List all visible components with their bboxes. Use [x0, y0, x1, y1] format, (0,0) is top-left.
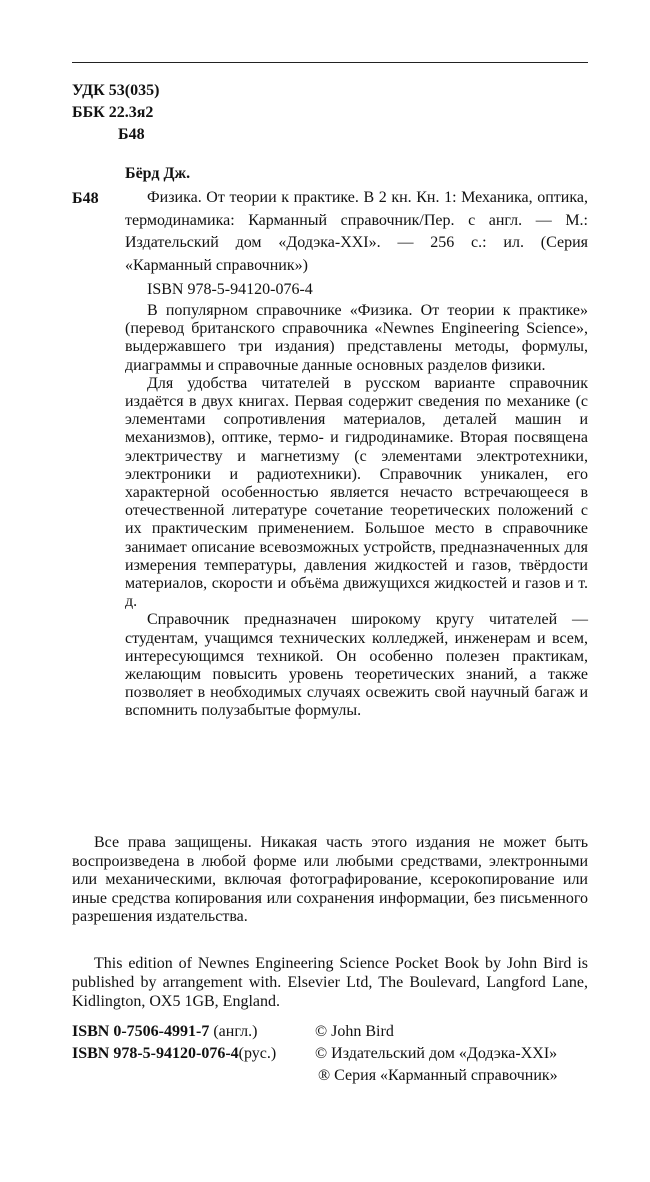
isbn-english [72, 1022, 257, 1042]
isbn-language: (англ.) [213, 1023, 258, 1040]
author-name: Бёрд Дж. [125, 165, 191, 182]
isbn-main: ISBN 978-5-94120-076-4 [147, 281, 313, 298]
isbn-russian [72, 1044, 276, 1064]
copyright-author: © John Bird [315, 1023, 394, 1040]
bbk-code: ББК 22.3я2 [72, 104, 154, 121]
edition-note: This edition of Newnes Engineering Science Pocket Book by John Bird is published by arrangement with. Elsevier Ltd, The Boulevard, Langford Lane, Kidlington, OX5 1GB, England. [72, 955, 588, 1010]
annotation [125, 302, 588, 721]
bibliographic-entry: Физика. От теории к практике. В 2 кн. Кн. 1: Механика, оптика, термодинамика: Карманный справочник/Пер. с англ. — М.: Издательский дом «Додэка-XXI». — 256 с.: ил. (Серия «Карманный справочник») [125, 189, 588, 274]
copyright-publisher: © Издательский дом «Додэка-XXI» [315, 1045, 558, 1062]
isbn-number: ISBN 978-5-94120-076-4 [72, 1045, 239, 1062]
series-mark: ® Серия «Карманный справочник» [318, 1067, 558, 1084]
annotation-paragraph: Справочник предназначен широкому кругу читателей — студентам, учащимся технических колледжей, инженерам и всем, интересующимся техникой. Он особенно полезен практикам, желающим повысить уровень теоретических знаний, а также позволяет в необходимых случаях освежить свой научный багаж и вспомнить полузабытые формулы. [125, 611, 588, 720]
top-rule [72, 62, 588, 63]
isbn-language: (рус.) [238, 1045, 277, 1062]
annotation-paragraph: Для удобства читателей в русском варианте справочник издаётся в двух книгах. Первая содержит сведения по механике (с элементами сопротивления материалов, деталей машин и механизмов), оптике, термо- и гидродинамике. Вторая посвящена электричеству и магнетизму (с элементами электротехники, электроники и радиотехники). Справочник уникален, его характерной особенностью является нечасто встречающееся в отечественной литературе сочетание теоретических положений с их практическим применением. Большое место в справочнике занимает описание всевозможных устройств, предназначенных для измерения температуры, давления жидкостей и газов, твёрдости материалов, скорости и объёма движущихся жидкостей и газов и т. д. [125, 374, 588, 611]
udk-code: УДК 53(035) [72, 82, 160, 99]
isbn-number: ISBN 0-7506-4991-7 [72, 1023, 210, 1040]
annotation-paragraph: В популярном справочнике «Физика. От теории к практике» (перевод британского справочника «Newnes Engineering Science», выдержавшего три издания) представлены методы, формулы, диаграммы и справочные данные основных разделов физики. [125, 302, 588, 374]
rights-notice: Все права защищены. Никакая часть этого издания не может быть воспроизведена в любой форме или любыми средствами, электронными или механическими, включая фотографирование, ксерокопирование или иные средства копирования или сохранения информации, без письменного разрешения издательства. [72, 834, 588, 926]
author-sign: Б48 [118, 126, 145, 143]
author-sign-2: Б48 [72, 190, 99, 207]
